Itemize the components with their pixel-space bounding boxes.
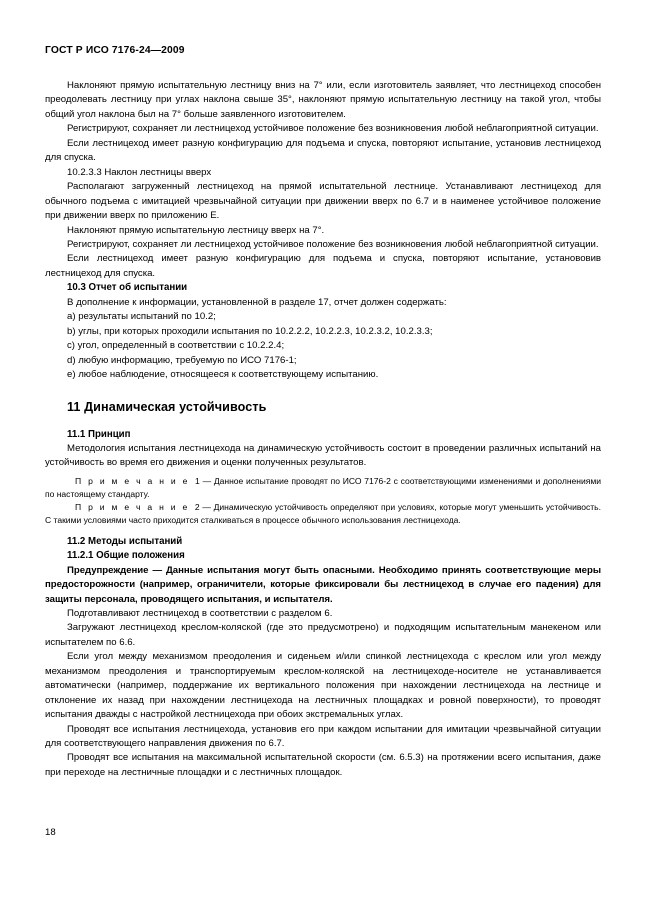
note-1 — [45, 475, 601, 501]
spacer-before-section-11 — [45, 383, 601, 399]
list-item-d: d) любую информацию, требуемую по ИСО 7176-1; — [67, 354, 297, 366]
list-item-c: c) угол, определенный в соответствии с 10.2.2.4; — [67, 340, 285, 352]
paragraph-record-stability-2: Регистрируют, сохраняет ли лестницеход устойчивое положение без возникновения любой неблагоприятной ситуации. — [67, 238, 599, 250]
paragraph-all-tests-max-speed: Проводят все испытания на максимальной испытательной скорости (см. 6.5.3) на протяжении всего испытания, даже при переходе на лестничные площадки и с лестничных площадок. — [45, 752, 601, 778]
document-body-column — [45, 79, 601, 780]
paragraph-incline-stairs-up: Наклоняют прямую испытательную лестницу вверх на 7°. — [67, 224, 325, 236]
paragraph-load-wheelchair: Загружают лестницеход креслом-коляской (где это предусмотрено) и подходящим испытательным манекеном или испытателем по 6.6. — [45, 622, 601, 648]
heading-10-2-3-3: 10.2.3.3 Наклон лестницы вверх — [67, 166, 212, 178]
paragraph-warning: Предупреждение — Данные испытания могут быть опасными. Необходимо принять соответствующие меры предосторожности (например, ограничители, которые фиксировали бы лестницеход в случае его падения) для защиты персонала, проводящего испытания, и испытателя. — [45, 564, 601, 605]
paragraph-record-stability-1: Регистрируют, сохраняет ли лестницеход устойчивое положение без возникновения любой неблагоприятной ситуации. — [67, 123, 599, 135]
note-2-number: 2 — [194, 502, 200, 513]
note-1-label: П р и м е ч а н и е — [75, 475, 190, 486]
document-standard-header: ГОСТ Р ИСО 7176-24—2009 — [45, 45, 185, 56]
heading-11-2-1-general: 11.2.1 Общие положения — [67, 550, 185, 562]
note-2-label: П р и м е ч а н и е — [75, 502, 190, 513]
spacer-after-notes — [45, 528, 601, 535]
note-1-number: 1 — [195, 475, 200, 486]
paragraph-position-loaded-stairclimber: Располагают загруженный лестницеход на прямой испытательной лестнице. Устанавливают лестницеход для обычного подъема с имитацией чрезвычайной ситуации при движении вверх по 6.7 и в наименее устойчивое положение при движении вверх по приложению Е. — [45, 181, 601, 222]
heading-11-dynamic-stability: 11 Динамическая устойчивость — [67, 399, 267, 414]
paragraph-angle-between-mechanism: Если угол между механизмом преодоления и сиденьем и/или спинкой лестницехода с креслом или угол между механизмом преодоления и транспортируемым креслом-коляской на лестницеходе-носителе не устанавливается автоматически (например, поддержание их вертикального положения при нахождении лестницехода на лестнице и отклонение их назад при нахождении лестницехода на лестничных площадках и ровной поверхности), то проводят испытания дважды с настройкой лестницехода при обоих экстремальных углах. — [45, 651, 601, 721]
paragraph-different-config-2: Если лестницеход имеет разную конфигурацию для подъема и спуска, повторяют испытание, установовив лестницеход для спуска. — [45, 253, 601, 279]
heading-10-3-test-report: 10.3 Отчет об испытании — [67, 282, 188, 294]
paragraph-prepare-stairclimber: Подготавливают лестницеход в соответствии с разделом 6. — [67, 607, 333, 619]
list-item-e: e) любое наблюдение, относящееся к соответствующему испытанию. — [67, 369, 379, 381]
spacer-after-section-11 — [45, 415, 601, 428]
paragraph-report-intro: В дополнение к информации, установленной в разделе 17, отчет должен содержать: — [67, 296, 447, 308]
heading-11-2-test-methods: 11.2 Методы испытаний — [67, 535, 183, 547]
note-2-text: — Динамическую устойчивость определяют при условиях, которые могут уменьшить устойчивость. С такими условиями часто приходится сталкиваться в процессе обычного использования лестницехода. — [45, 502, 601, 526]
paragraph-all-tests-emergency: Проводят все испытания лестницехода, установив его при каждом испытании для имитации чрезвычайной ситуации для соответствующего направления движения по 6.7. — [45, 723, 601, 750]
page-number: 18 — [45, 827, 56, 838]
list-item-b: b) углы, при которых проходили испытания по 10.2.2.2, 10.2.2.3, 10.2.3.2, 10.2.3.3; — [67, 325, 433, 337]
note-2 — [45, 501, 601, 527]
note-1-text: — Данное испытание проводят по ИСО 7176-2 с соответствующими изменениями и дополнениями по настоящему стандарту. — [45, 475, 602, 500]
list-item-a: a) результаты испытаний по 10.2; — [67, 311, 216, 323]
paragraph-different-config-1: Если лестницеход имеет разную конфигурацию для подъема и спуска, повторяют испытание, установив лестницеход для спуска. — [45, 137, 601, 164]
paragraph-methodology: Методология испытания лестницехода на динамическую устойчивость состоит в проведении различных испытаний на устойчивость во время его движения и оценки полученных результатов. — [45, 442, 601, 469]
paragraph-incline-stairs-down: Наклоняют прямую испытательную лестницу вниз на 7° или, если изготовитель заявляет, что лестницеход способен преодолевать лестницу при углах наклона свыше 35°, наклоняют прямую испытательную лестницу на такой угол, чтобы общий угол наклона был на 7° больше заявленного изготовителем. — [45, 80, 601, 120]
heading-11-1-principle: 11.1 Принцип — [67, 428, 131, 440]
